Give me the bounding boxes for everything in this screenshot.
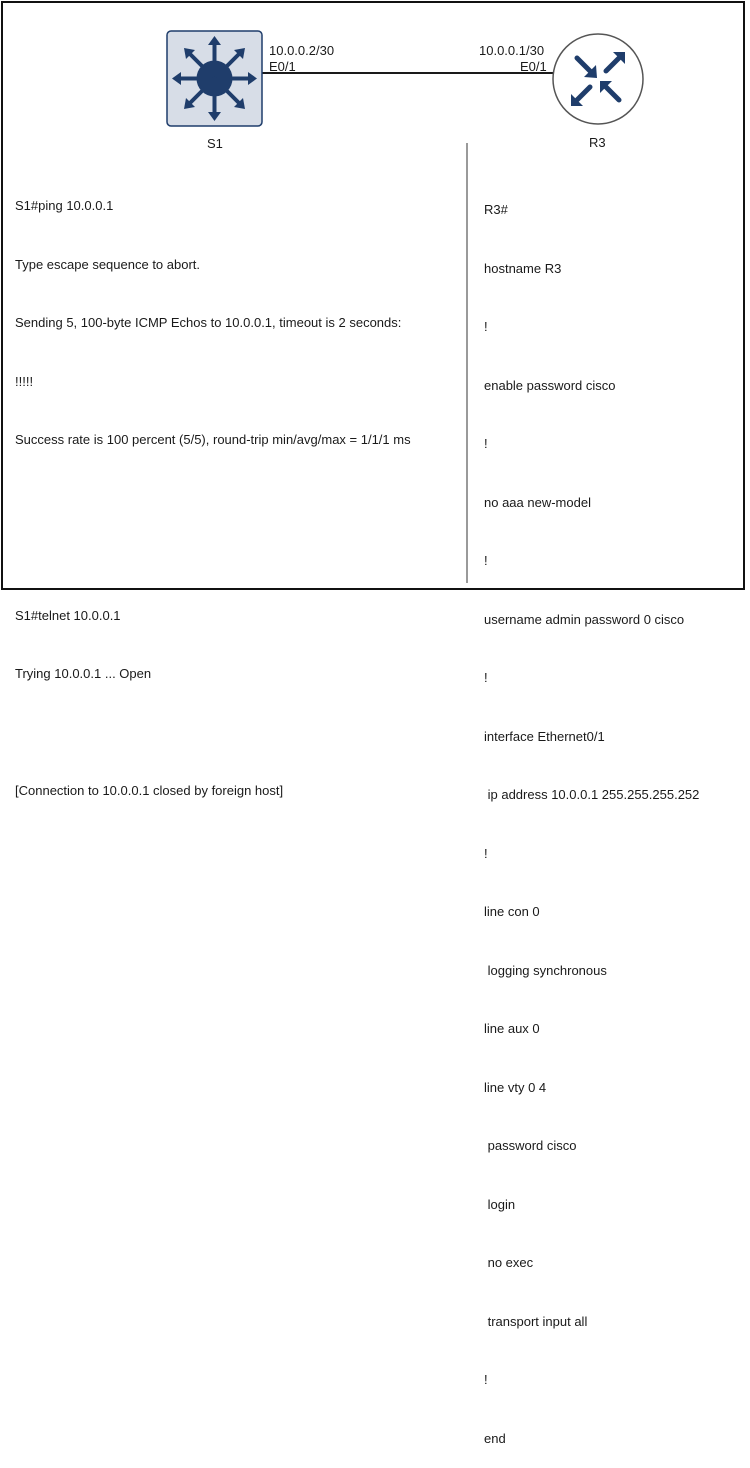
config-line: end (484, 1430, 506, 1446)
topology-diagram (0, 0, 750, 160)
config-line: interface Ethernet0/1 (484, 728, 605, 744)
r3-ip-label: 10.0.0.1/30 (479, 43, 545, 58)
console-line: Success rate is 100 percent (5/5), round-trip min/avg/max = 1/1/1 ms (15, 432, 411, 447)
console-line: Sending 5, 100-byte ICMP Echos to 10.0.0.1, timeout is 2 seconds: (15, 315, 402, 330)
s1-ip-label: 10.0.0.2/30 (269, 43, 335, 58)
config-line: ! (484, 436, 488, 451)
console-line: [Connection to 10.0.0.1 closed by foreign host] (15, 783, 284, 798)
config-line: username admin password 0 cisco (484, 611, 685, 627)
config-line: hostname R3 (484, 260, 562, 276)
console-line: !!!!! (15, 373, 34, 389)
config-line: ! (484, 1372, 488, 1387)
r3-device-name: R3 (589, 135, 606, 150)
console-line: S1#ping 10.0.0.1 (15, 198, 114, 213)
config-line: transport input all (484, 1313, 588, 1329)
config-line: ! (484, 845, 488, 861)
console-line (15, 723, 411, 743)
config-line: enable password cisco (484, 377, 616, 393)
console-line (15, 489, 411, 509)
pane-divider (466, 143, 468, 583)
config-line: login (484, 1196, 516, 1212)
console-line: S1#telnet 10.0.0.1 (15, 607, 121, 623)
s1-device-name: S1 (207, 136, 223, 151)
config-line: R3# (484, 202, 508, 217)
config-line: logging synchronous (484, 962, 607, 978)
router-icon[interactable] (553, 34, 643, 124)
config-line: ! (484, 670, 488, 685)
console-line (15, 547, 411, 567)
config-line: line con 0 (484, 904, 540, 919)
r3-running-config (484, 161, 699, 1468)
s1-console-output (15, 157, 411, 820)
config-line: ! (484, 319, 488, 334)
config-line: no aaa new-model (484, 494, 591, 510)
config-line: password cisco (484, 1138, 577, 1153)
console-line: Trying 10.0.0.1 ... Open (15, 666, 152, 681)
config-line: line aux 0 (484, 1021, 540, 1036)
console-line: Type escape sequence to abort. (15, 256, 201, 272)
config-line: ip address 10.0.0.1 255.255.255.252 (484, 787, 700, 802)
config-line: line vty 0 4 (484, 1079, 547, 1095)
config-line: ! (484, 553, 488, 568)
multilayer-switch-icon[interactable] (167, 31, 262, 126)
config-line: no exec (484, 1255, 534, 1270)
s1-interface-label: E0/1 (269, 59, 296, 74)
r3-interface-label: E0/1 (520, 59, 547, 74)
